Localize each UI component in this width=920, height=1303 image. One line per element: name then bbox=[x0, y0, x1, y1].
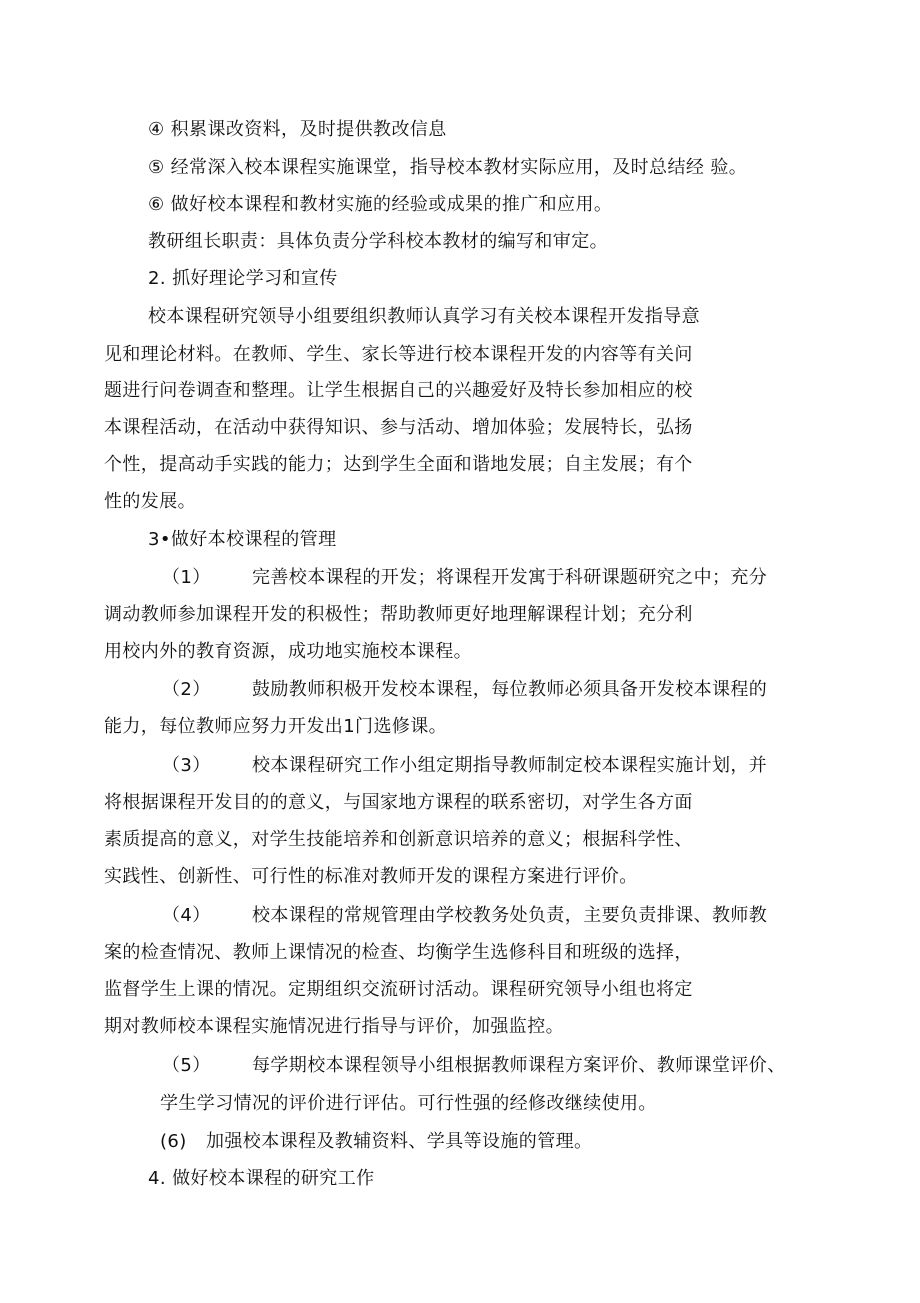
section-2-heading: 2. 抓好理论学习和宣传 bbox=[148, 268, 338, 289]
section-2-line: 题进行问卷调查和整理。让学生根据自己的兴趣爱好及特长参加相应的校 bbox=[104, 380, 693, 401]
item-3-line: 素质提高的意义，对学生技能培养和创新意识培养的意义；根据科学性、 bbox=[104, 829, 693, 850]
item-4-line: 期对教师校本课程实施情况进行指导与评价，加强监控。 bbox=[104, 1016, 564, 1037]
team-leader-duty: 教研组长职责：具体负责分学科校本教材的编写和审定。 bbox=[148, 231, 608, 252]
item-5-number: （5） bbox=[162, 1055, 211, 1076]
item-6-number: (6) bbox=[160, 1131, 187, 1152]
duty-item-4: ④ 积累课改资料，及时提供教改信息 bbox=[148, 119, 447, 140]
duty-item-5: ⑤ 经常深入校本课程实施课堂，指导校本教材实际应用，及时总结经 验。 bbox=[148, 157, 748, 178]
section-2-line: 个性，提高动手实践的能力；达到学生全面和谐地发展；自主发展；有个 bbox=[104, 454, 693, 475]
section-3-heading: 3•做好本校课程的管理 bbox=[148, 529, 337, 550]
item-4-first-line bbox=[162, 904, 767, 928]
section-2-line: 本课程活动，在活动中获得知识、参与活动、增加体验；发展特长，弘扬 bbox=[104, 417, 693, 438]
item-3-line: 将根据课程开发目的的意义，与国家地方课程的联系密切，对学生各方面 bbox=[104, 792, 693, 813]
section-4-heading: 4. 做好校本课程的研究工作 bbox=[148, 1168, 375, 1189]
item-2-text: 鼓励教师积极开发校本课程，每位教师必须具备开发校本课程的 bbox=[252, 679, 768, 700]
item-1-line: 用校内外的教育资源，成功地实施校本课程。 bbox=[104, 641, 472, 662]
item-3-first-line bbox=[162, 754, 767, 778]
section-2-line: 性的发展。 bbox=[104, 491, 196, 512]
item-5-line: 学生学习情况的评价进行评估。可行性强的经修改继续使用。 bbox=[160, 1093, 657, 1114]
section-2-line: 见和理论材料。在教师、学生、家长等进行校本课程开发的内容等有关问 bbox=[104, 344, 693, 365]
item-6-text: 加强校本课程及教辅资料、学具等设施的管理。 bbox=[206, 1131, 593, 1152]
item-5-text: 每学期校本课程领导小组根据教师课程方案评价、教师课堂评价、 bbox=[252, 1055, 786, 1076]
section-2-line: 校本课程研究领导小组要组织教师认真学习有关校本课程开发指导意 bbox=[148, 306, 700, 327]
item-4-line: 案的检查情况、教师上课情况的检查、均衡学生选修科目和班级的选择， bbox=[104, 942, 693, 963]
item-2-number: （2） bbox=[162, 679, 211, 700]
item-1-number: （1） bbox=[162, 567, 211, 588]
item-5-first-line bbox=[162, 1054, 786, 1078]
item-6-first-line bbox=[160, 1130, 592, 1154]
item-4-text: 校本课程的常规管理由学校教务处负责，主要负责排课、教师教 bbox=[252, 905, 768, 926]
item-4-number: （4） bbox=[162, 905, 211, 926]
item-2-line: 能力，每位教师应努力开发出1门选修课。 bbox=[104, 716, 448, 737]
item-3-number: （3） bbox=[162, 755, 211, 776]
item-4-line: 监督学生上课的情况。定期组织交流研讨活动。课程研究领导小组也将定 bbox=[104, 979, 693, 1000]
item-1-line: 调动教师参加课程开发的积极性；帮助教师更好地理解课程计划；充分利 bbox=[104, 604, 693, 625]
item-1-first-line bbox=[162, 566, 767, 590]
duty-item-6: ⑥ 做好校本课程和教材实施的经验或成果的推广和应用。 bbox=[148, 194, 613, 215]
item-3-line: 实践性、创新性、可行性的标准对教师开发的课程方案进行评价。 bbox=[104, 866, 638, 887]
item-3-text: 校本课程研究工作小组定期指导教师制定校本课程实施计划，并 bbox=[252, 755, 768, 776]
item-2-first-line bbox=[162, 678, 767, 702]
item-1-text: 完善校本课程的开发；将课程开发寓于科研课题研究之中；充分 bbox=[252, 567, 768, 588]
